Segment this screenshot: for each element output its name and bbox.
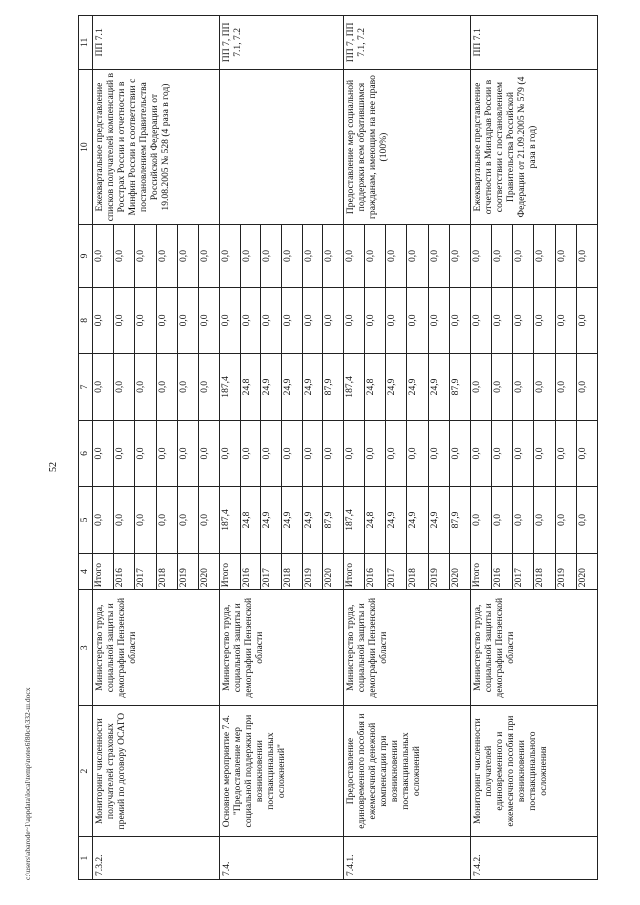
year-label: Итого [93,554,113,589]
value-cell: 0,0 [199,314,211,327]
value-cell: 0,0 [555,288,576,354]
value-cell: 24,8 [364,487,385,553]
expected-result [220,69,344,225]
executor: Министерство труда, социальной защиты и демографии Пензенской области [93,590,220,706]
value-cell: 0,0 [281,288,302,354]
activity-name: Предоставление единовременного пособия и ежемесячной денежной компенсации при возникновении поствакцинальных осложнений [343,706,470,837]
value-cell: 0,0 [261,288,282,354]
column-number-row [79,16,93,880]
value-cell: 0,0 [364,421,385,487]
value-cell: 0,0 [471,225,491,286]
value-cell: 0,0 [113,487,134,553]
value-cell: 24,9 [261,487,282,553]
value-cell: 0,0 [555,421,576,487]
value-cell: 24,8 [240,487,261,553]
value-cell: 0,0 [491,288,512,354]
year-label: 2016 [113,554,134,589]
value-cell: 0,0 [576,380,588,393]
value-cell: 0,0 [364,225,385,286]
value-cell: 0,0 [428,225,449,286]
value-cell: 24,9 [261,354,282,420]
value-cell: 0,0 [177,288,198,354]
value-cell: 0,0 [93,225,113,286]
local-funding [93,287,220,354]
total-funding [343,487,470,554]
value-cell: 87,9 [449,378,461,396]
value-cell: 24,9 [428,354,449,420]
value-cell: 0,0 [302,225,323,286]
year-label: 2018 [407,554,428,589]
column-number: 2 [79,706,93,837]
year-label: Итого [344,554,364,589]
activity-name: Основное мероприятие 7.4. "Предоставление мер социальной поддержки при возникновении поствакцинальных осложнений" [220,706,344,837]
regional-funding [470,354,597,421]
year-label: 2019 [428,554,449,589]
value-cell: 0,0 [407,288,428,354]
value-cell: 0,0 [471,487,491,553]
other-funding [343,225,470,287]
page-number: 52 [48,462,59,472]
indicator-ref: ПП 7.1 [470,16,597,70]
file-path-footer: c:\users\abarode~1\appdata\local\temp\notes6f80c4\332-ш.docx [23,687,32,880]
rotated-page [78,15,598,880]
indicator-ref: ПП 7, ПП 7.1, 7.2 [220,16,344,70]
regional-funding [93,354,220,421]
local-funding [343,287,470,354]
value-cell: 0,0 [449,314,461,327]
value-cell: 87,9 [449,511,461,529]
value-cell: 0,0 [471,421,491,487]
year-label: Итого [471,554,491,589]
other-funding [220,225,344,287]
value-cell: 0,0 [471,288,491,354]
value-cell: 0,0 [513,421,534,487]
executor: Министерство труда, социальной защиты и демографии Пензенской области [470,590,597,706]
year-label: 2020 [576,568,588,588]
row-number: 7.3.2. [93,837,220,880]
local-funding [220,287,344,354]
value-cell: 0,0 [513,354,534,420]
value-cell: 0,0 [576,250,588,262]
table-row [470,16,597,880]
value-cell: 187,4 [344,354,364,420]
value-cell: 0,0 [261,421,282,487]
row-number: 7.4. [220,837,344,880]
value-cell: 24,9 [281,354,302,420]
value-cell: 0,0 [156,487,177,553]
value-cell: 0,0 [534,354,555,420]
value-cell: 0,0 [177,225,198,286]
value-cell: 0,0 [323,447,335,460]
value-cell: 24,8 [364,354,385,420]
value-cell: 0,0 [385,288,406,354]
value-cell: 0,0 [534,487,555,553]
value-cell: 0,0 [93,421,113,487]
executor: Министерство труда, социальной защиты и демографии Пензенской области [220,590,344,706]
table-row [93,16,220,880]
column-number: 9 [79,225,93,287]
local-funding [470,287,597,354]
value-cell: 0,0 [220,288,240,354]
value-cell: 0,0 [156,354,177,420]
year-label: 2020 [449,568,461,588]
column-number: 7 [79,354,93,421]
federal-funding [470,420,597,487]
value-cell: 0,0 [344,225,364,286]
value-cell: 0,0 [385,225,406,286]
year-list [470,553,597,589]
value-cell: 0,0 [449,447,461,460]
value-cell: 0,0 [576,314,588,327]
value-cell: 0,0 [135,421,156,487]
year-list [220,553,344,589]
value-cell: 0,0 [364,288,385,354]
value-cell: 24,9 [385,487,406,553]
value-cell: 0,0 [491,487,512,553]
value-cell: 0,0 [113,225,134,286]
value-cell: 0,0 [513,225,534,286]
value-cell: 0,0 [135,225,156,286]
year-label: 2017 [513,554,534,589]
value-cell: 0,0 [385,421,406,487]
total-funding [470,487,597,554]
column-number: 1 [79,837,93,880]
value-cell: 0,0 [513,487,534,553]
value-cell: 0,0 [199,250,211,262]
column-number: 5 [79,487,93,554]
year-label: 2018 [534,554,555,589]
row-number: 7.4.1. [343,837,470,880]
value-cell: 0,0 [281,225,302,286]
expected-result: Ежеквартальное представление списков получателей компенсаций в Росстрах России и отчетности в Минфин России в соответствии с постановлением Правительства Российской Федерации от 19.08.2005 № 528 (4 раза в год) [93,69,220,225]
value-cell: 0,0 [135,288,156,354]
total-funding [93,487,220,554]
year-label: 2018 [156,554,177,589]
value-cell: 0,0 [156,288,177,354]
federal-funding [343,420,470,487]
year-label: 2019 [177,554,198,589]
total-funding [220,487,344,554]
year-label: 2016 [491,554,512,589]
value-cell: 0,0 [135,354,156,420]
year-label: 2016 [364,554,385,589]
value-cell: 0,0 [513,288,534,354]
value-cell: 0,0 [156,421,177,487]
year-list [93,553,220,589]
value-cell: 0,0 [199,513,211,526]
value-cell: 0,0 [534,288,555,354]
expected-result: Ежеквартальное представление отчетности в Минздрав России в соответствии с постановлением Правительства Российской Федерации от 21.09.2005 № 579 (4 раза в год) [470,69,597,225]
value-cell: 0,0 [407,421,428,487]
value-cell: 0,0 [344,288,364,354]
value-cell: 0,0 [240,225,261,286]
column-number: 6 [79,420,93,487]
value-cell: 24,9 [302,354,323,420]
value-cell: 24,9 [281,487,302,553]
value-cell: 0,0 [428,288,449,354]
value-cell: 0,0 [471,354,491,420]
value-cell: 24,9 [302,487,323,553]
value-cell: 0,0 [302,288,323,354]
value-cell: 0,0 [177,487,198,553]
value-cell: 0,0 [135,487,156,553]
value-cell: 24,8 [240,354,261,420]
value-cell: 0,0 [177,421,198,487]
federal-funding [220,420,344,487]
year-label: 2016 [240,554,261,589]
year-label: Итого [220,554,240,589]
value-cell: 0,0 [113,421,134,487]
value-cell: 0,0 [199,447,211,460]
activity-name: Мониторинг численности получателей единовременного и ежемесячного пособия при возникновении поствакцинального осложнения [470,706,597,837]
year-label: 2017 [135,554,156,589]
value-cell: 0,0 [199,380,211,393]
other-funding [93,225,220,287]
value-cell: 0,0 [113,288,134,354]
value-cell: 0,0 [93,288,113,354]
value-cell: 0,0 [281,421,302,487]
value-cell: 0,0 [555,354,576,420]
value-cell: 0,0 [93,487,113,553]
value-cell: 0,0 [491,225,512,286]
value-cell: 0,0 [240,421,261,487]
value-cell: 0,0 [323,250,335,262]
year-label: 2018 [281,554,302,589]
year-label: 2020 [323,568,335,588]
indicator-ref: ПП 7, ПП 7.1, 7.2 [343,16,470,70]
value-cell: 24,9 [428,487,449,553]
year-list [343,553,470,589]
column-number: 3 [79,590,93,706]
regional-funding [343,354,470,421]
value-cell: 0,0 [449,250,461,262]
value-cell: 0,0 [555,225,576,286]
column-number: 11 [79,16,93,70]
value-cell: 0,0 [323,314,335,327]
value-cell: 0,0 [576,447,588,460]
column-number: 4 [79,553,93,589]
activity-name: Мониторинг численности получателей страховых премий по договору ОСАГО [93,706,220,837]
value-cell: 0,0 [407,225,428,286]
value-cell: 0,0 [240,288,261,354]
executor: Министерство труда, социальной защиты и демографии Пензенской области [343,590,470,706]
value-cell: 0,0 [220,421,240,487]
value-cell: 87,9 [323,378,335,396]
value-cell: 0,0 [302,421,323,487]
program-table [78,15,598,880]
other-funding [470,225,597,287]
value-cell: 0,0 [261,225,282,286]
value-cell: 24,9 [407,354,428,420]
value-cell: 87,9 [323,511,335,529]
value-cell: 187,4 [220,487,240,553]
value-cell: 187,4 [344,487,364,553]
value-cell: 0,0 [491,354,512,420]
value-cell: 0,0 [555,487,576,553]
year-label: 2017 [385,554,406,589]
value-cell: 0,0 [491,421,512,487]
regional-funding [220,354,344,421]
value-cell: 0,0 [534,225,555,286]
value-cell: 0,0 [156,225,177,286]
value-cell: 0,0 [344,421,364,487]
value-cell: 0,0 [428,421,449,487]
value-cell: 0,0 [534,421,555,487]
value-cell: 0,0 [220,225,240,286]
row-number: 7.4.2. [470,837,597,880]
value-cell: 0,0 [93,354,113,420]
value-cell: 0,0 [113,354,134,420]
year-label: 2019 [555,554,576,589]
value-cell: 187,4 [220,354,240,420]
value-cell: 0,0 [576,513,588,526]
column-number: 10 [79,69,93,225]
federal-funding [93,420,220,487]
indicator-ref: ПП 7.1 [93,16,220,70]
expected-result: Предоставление мер социальной поддержки всем обратившимся гражданам, имеющим на нее право (100%) [343,69,470,225]
year-label: 2017 [261,554,282,589]
value-cell: 0,0 [177,354,198,420]
column-number: 8 [79,287,93,354]
year-label: 2020 [199,568,211,588]
table-row [220,16,344,880]
year-label: 2019 [302,554,323,589]
value-cell: 24,9 [385,354,406,420]
table-row [343,16,470,880]
value-cell: 24,9 [407,487,428,553]
